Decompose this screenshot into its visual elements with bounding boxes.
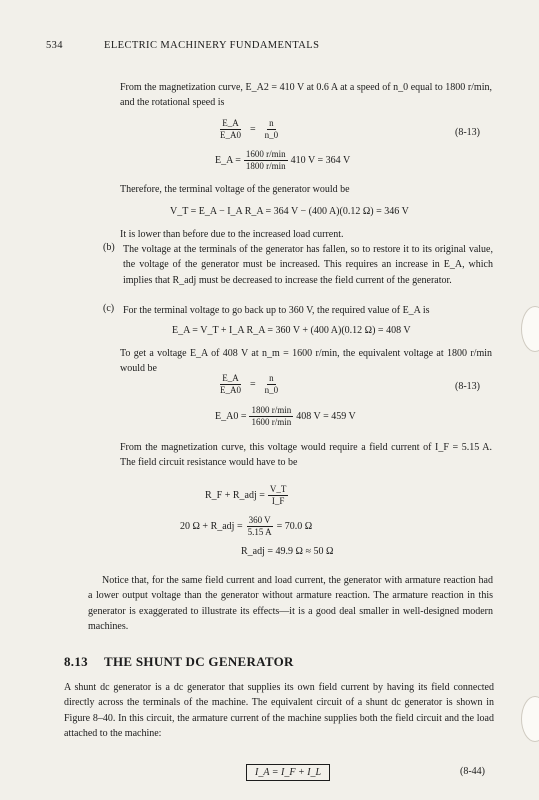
ea-speed-equation: E_A = $\frac{1600 r/\min}{1800 r/\min}$ 410 V = 364 V (215, 149, 351, 171)
equivalent-paragraph: To get a voltage E_A of 408 V at n_m = 1600 r/min, the equivalent voltage at 1800 r/min would be (120, 348, 492, 375)
ratio-equation: $\frac{E\_A}{E\_A0}$ = $\frac{n}{n\_0}$ (220, 118, 279, 140)
shunt-paragraph: A shunt dc generator is a dc generator that supplies its own field current by having its field connected directly across the terminals of the machine. The equivalent circuit of a shunt dc generator is shown in Figure 8–40. In this circuit, the armature current of the machine supplies both the field circuit and the load attached to the machine: (64, 682, 494, 740)
magnetization-paragraph: From the magnetization curve, this voltage would require a field current of I_F = 5.15 A. The field circuit resistance would have to be (120, 442, 492, 469)
field-resistance-substitution: 20 Ω + R_adj = $\frac{360 V}{5.15 A}$ = 70.0 Ω (180, 515, 313, 537)
boxed-equation: I_A = I_F + I_L (246, 764, 330, 781)
section-number: 8.13 (64, 654, 88, 669)
binder-hole (521, 306, 539, 352)
radj-result: R_adj = 49.9 Ω ≈ 50 Ω (241, 546, 334, 557)
section-title: THE SHUNT DC GENERATOR (104, 654, 294, 669)
list-item: (b) The voltage at the terminals of the generator has fallen, so to restore it to its original value, the voltage of the generator must be increased. This requires an increase in E_A, which implies that R_adj must be decreased to increase the field current of the generator. (103, 242, 493, 286)
intro-paragraph: From the magnetization curve, E_A2 = 410 V at 0.6 A at a speed of n_0 equal to 1800 r/min, and the rotational speed is (120, 82, 492, 109)
list-item: (c) For the terminal voltage to go back up to 360 V, the required value of E_A is (103, 303, 430, 316)
binder-hole (521, 696, 539, 742)
ea-equation: E_A = V_T + I_A R_A = 360 V + (400 A)(0.12 Ω) = 408 V (172, 325, 411, 336)
notice-paragraph: Notice that, for the same field current and load current, the generator with armature reaction had a lower output voltage than the generator without armature reaction. The armature reaction in this generator is exaggerated to illustrate its effects—it is a good deal smaller in well-designed modern machines. (88, 575, 493, 633)
ea0-equation: E_A0 = $\frac{1800 r/\min}{1600 r/\min}$ 408 V = 459 V (215, 405, 356, 427)
drop-paragraph: It is lower than before due to the increased load current. (120, 229, 344, 240)
equation-number: (8-13) (455, 127, 480, 138)
equation-number: (8-44) (460, 766, 485, 777)
ratio-equation: $\frac{E\_A}{E\_A0}$ = $\frac{n}{n\_0}$ (220, 373, 279, 395)
running-title: ELECTRIC MACHINERY FUNDAMENTALS (104, 40, 320, 51)
terminal-voltage-equation: V_T = E_A − I_A R_A = 364 V − (400 A)(0.12 Ω) = 346 V (170, 206, 409, 217)
page-number: 534 (46, 40, 63, 51)
ratio-rhs: $\frac{n}{n\_0}$ (264, 118, 279, 140)
equation-number: (8-13) (455, 381, 480, 392)
terminal-paragraph: Therefore, the terminal voltage of the generator would be (120, 184, 350, 195)
ratio-lhs: $\frac{E\_A}{E\_A0}$ (220, 118, 241, 140)
field-resistance-equation: R_F + R_adj = $\frac{V\_T}{I\_F}$ (205, 484, 287, 506)
